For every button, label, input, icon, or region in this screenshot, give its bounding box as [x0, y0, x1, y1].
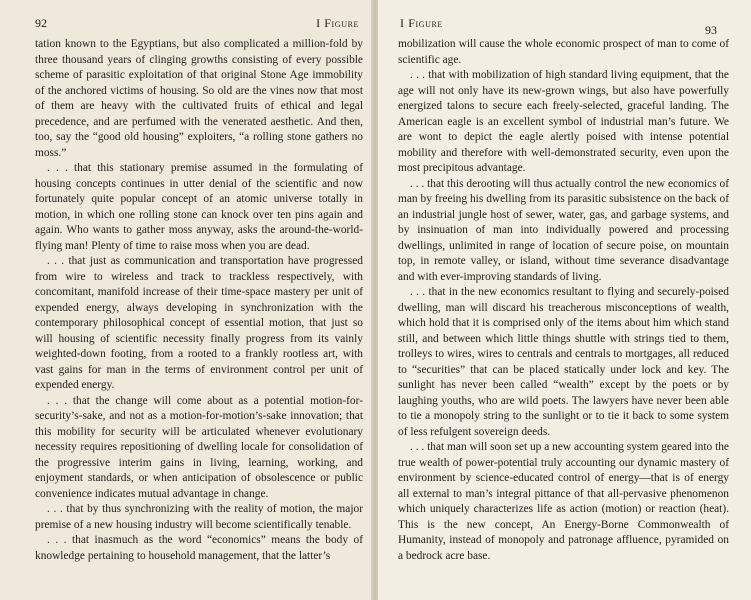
left-page: [0, 0, 373, 600]
right-page: [378, 0, 751, 600]
paragraph: . . . that by thus synchronizing with the reality of motion, the major premise of a new housing industry will become scientifically tenable.: [35, 503, 363, 531]
running-head: I Figure: [400, 16, 443, 30]
paragraph: . . . that in the new economics resultant to flying and securely-poised dwelling, man will discard his treacherous misconceptions of wealth, which hold that it is comprised only of the items about him which stand still, and between which little things shuttle with strings tied to them, trolleys to wires, wires to centrals and centrals to mortgages, all reduced to “securities” that can be placed statically under lock and key. The sunlight has never been called “wealth” except by the poets or by laughing youths, who are wild poets. The lawyers have never been able to tie a monopoly string to the sunlight or to tie it back to some system of less refulgent sovereign deeds.: [398, 286, 729, 438]
body-text: [398, 37, 729, 564]
paragraph: tation known to the Egyptians, but also complicated a million-fold by three thousand years of clinging growths consisting of every possible scheme of parasitic exploitation of that original Stone Age immobility of the anchored victims of housing. So old are the vines now that most of them are heavy with the cultivated fruits of ethical and legal precedence, and are perfumed with the venerated aesthetic. And then, too, say the “good old housing” exploiters, “a rolling stone gathers no moss.”: [35, 38, 363, 159]
body-text: [35, 37, 363, 564]
paragraph: . . . that this stationary premise assumed in the formulating of housing concepts continues in utter denial of the scientific and now fortunately quite popular concept of an atomic universe totally in motion, in which one rolling stone can knock over ten pins again and again. Who wants to gather moss anyway, asks the around-the-world-flying man! Plenty of time to raise moss when you are dead.: [35, 162, 363, 252]
paragraph: . . . that inasmuch as the word “economics” means the body of knowledge pertaining to household management, that the latter’s: [35, 534, 363, 562]
paragraph: . . . that just as communication and transportation have progressed from wire to wireless and track to trackless respectively, with concomitant, manifold increase of their time-space mastery per unit of expended energy, always developing in synchronization with the contemporary philosophical concept of essential motion, that just so will housing of scientific necessity finally progress from its vainly weighted-down footing, from a rooted to a frankly rootless art, with vast gains for man in the terms of environment control per unit of expended energy.: [35, 255, 363, 391]
paragraph: . . . that man will soon set up a new accounting system geared into the true wealth of power-potential truly accounting our dynamic mastery of environment by science-educated control of energy—that is of energy all external to man’s integral pittance of that all-pervasive phenomenon which uniquely characterizes life as action (motion) or reaction (heat). This is the new concept, An Energy-Borne Commonwealth of Humanity, instead of monopoly and patronage affluence, pyramided on a bedrock acre base.: [398, 441, 729, 562]
paragraph: . . . that the change will come about as a potential motion-for-security’s-sake, and not as a motion-for-motion’s-sake innovation; that this mobility for security will be articulated whenever evolutionary necessity requires repositioning of dwelling locale for consolidation of the progressive interim gains in living, learning, working, and enjoyment standards, or when anticipation of obsolescence or public convenience indicates mutual advantage in change.: [35, 394, 363, 500]
paragraph: mobilization will cause the whole economic prospect of man to come of scientific age.: [398, 38, 729, 66]
page-number: 92: [35, 16, 47, 30]
running-head: I Figure: [316, 16, 359, 30]
paragraph: . . . that with mobilization of high standard living equipment, that the age will not only have its new-grown wings, but also have powerfully energized talons to secure each freely-selected, graceful landing. The American eagle is an excellent symbol of industrial man’s future. We are wont to depict the eagle alertly poised with intense potential mobility and therefore with well-demonstrated security, even upon the most precipitous advantage.: [398, 69, 729, 174]
paragraph: . . . that this derooting will thus actually control the new economics of man by freeing his dwelling from its parasitic subsistence on the back of an industrial jungle host of sewer, water, gas, and garbage systems, and by insinuation of man into individually powered and processing dwellings, unlimited in range of location of secure poise, on mountain top, in remote valley, or island, without time severance disadvantage and with ever-improving standards of living.: [398, 177, 729, 283]
page-number: 93: [705, 23, 717, 37]
